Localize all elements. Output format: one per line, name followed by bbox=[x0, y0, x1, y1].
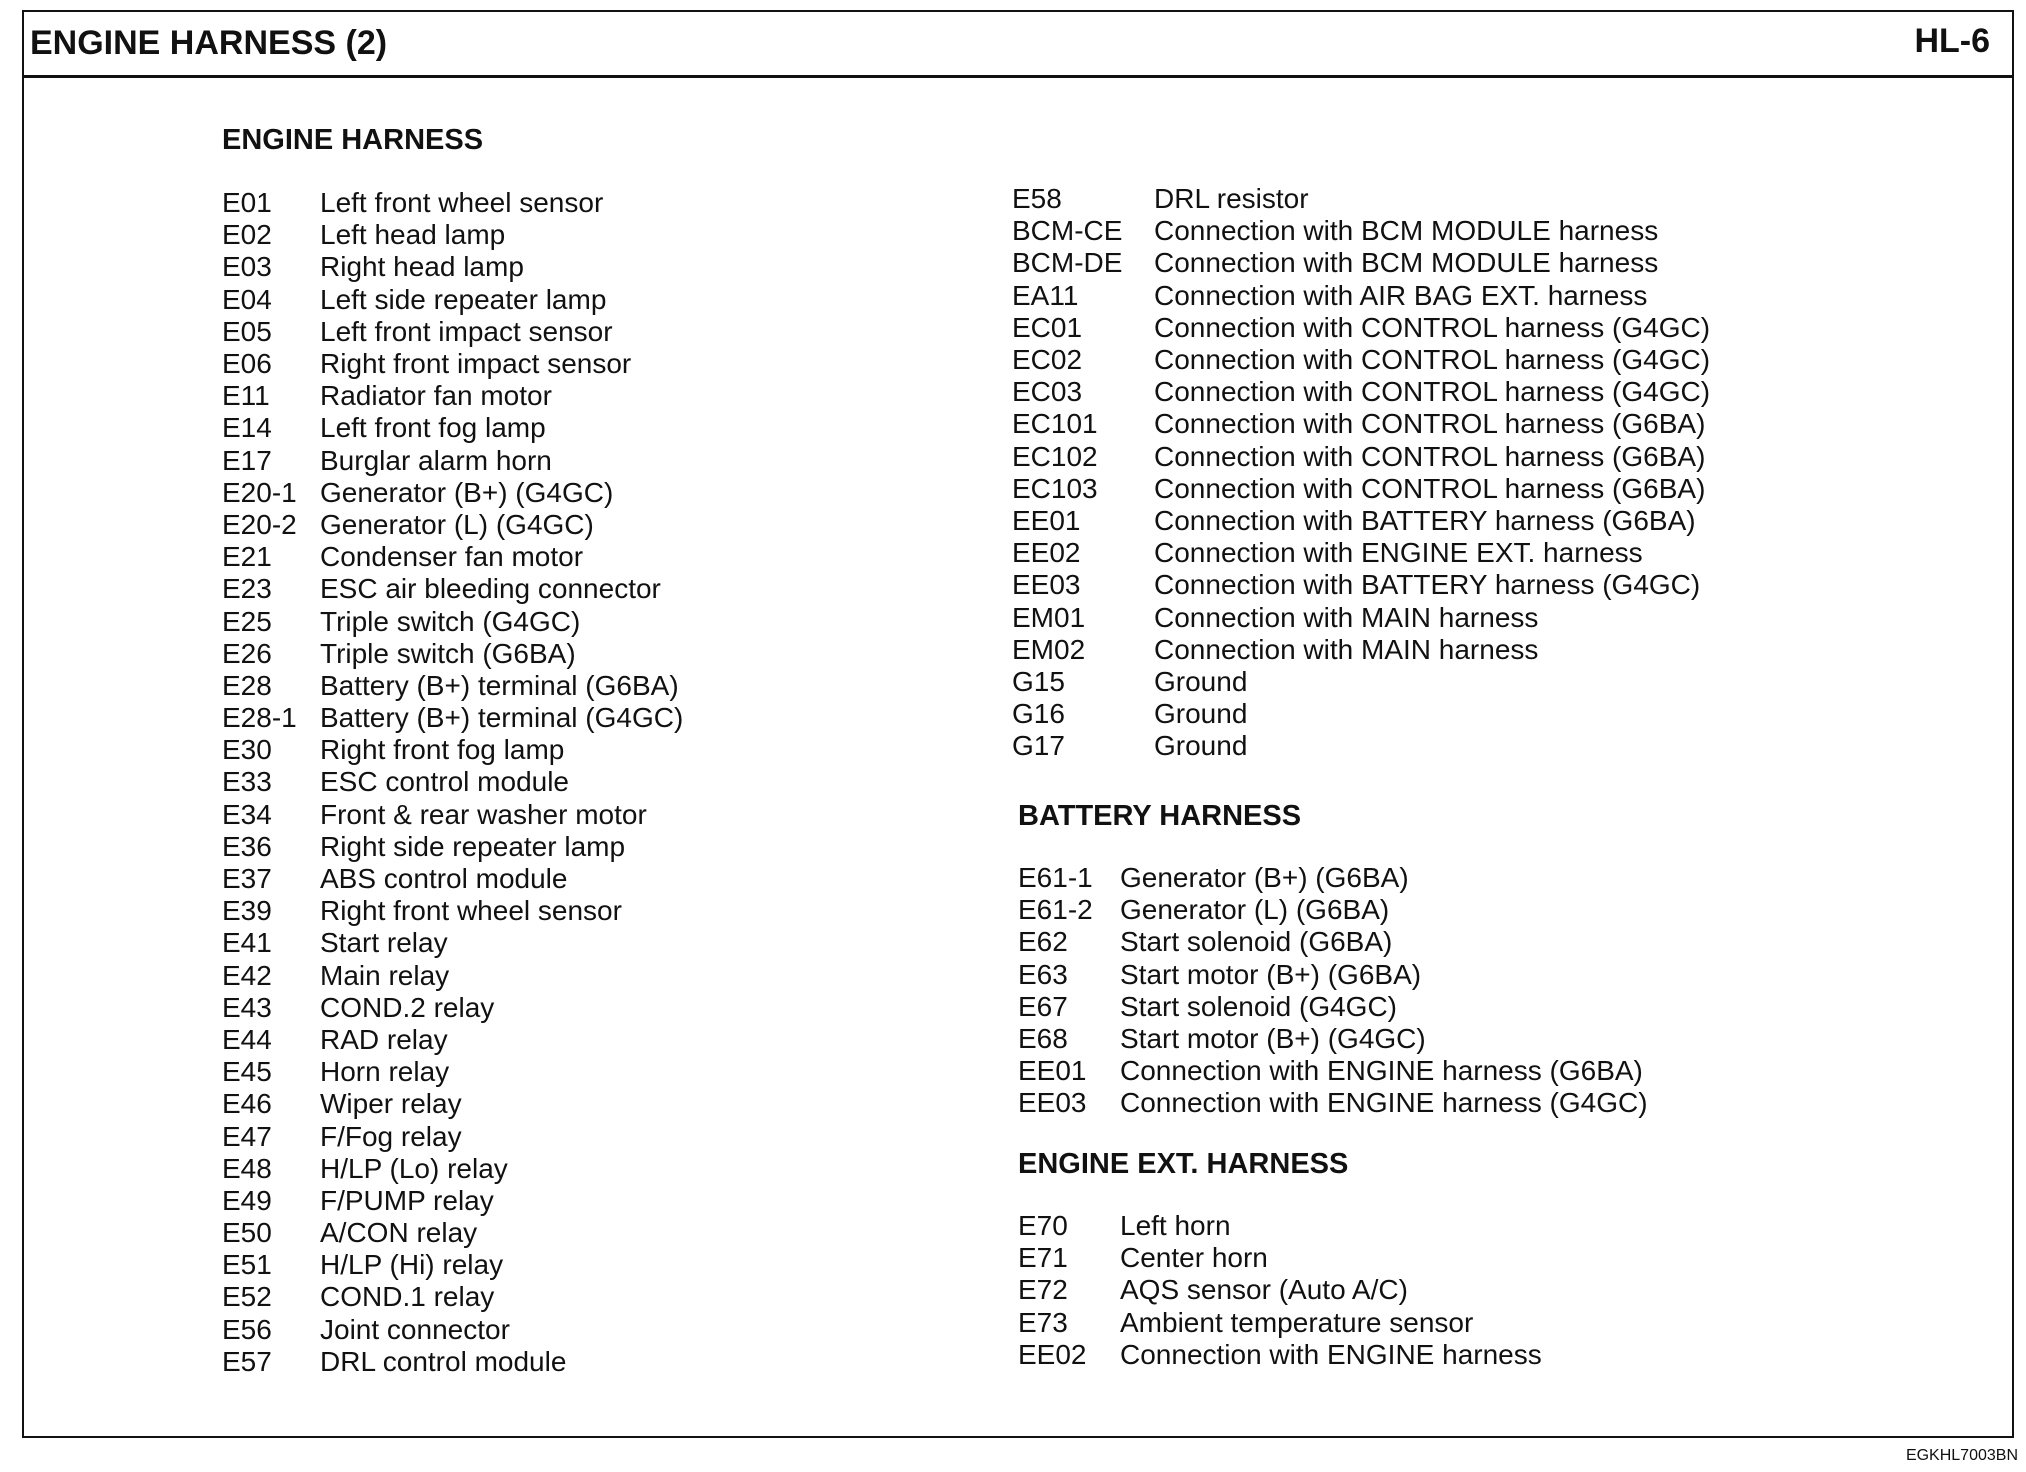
connector-code: E39 bbox=[222, 895, 272, 927]
connector-code: EC103 bbox=[1012, 472, 1098, 504]
connector-description: Connection with CONTROL harness (G4GC) bbox=[1154, 311, 1711, 343]
connector-description: Ground bbox=[1154, 698, 1248, 730]
connector-code: G16 bbox=[1012, 698, 1065, 730]
connector-item bbox=[222, 927, 683, 959]
connector-description: Left horn bbox=[1120, 1210, 1231, 1242]
connector-code: E62 bbox=[1018, 926, 1068, 958]
connector-code: E48 bbox=[222, 1152, 272, 1184]
connector-description: Connection with MAIN harness bbox=[1154, 633, 1539, 665]
connector-item bbox=[222, 509, 683, 541]
connector-description: Battery (B+) terminal (G4GC) bbox=[320, 702, 684, 734]
connector-code: E73 bbox=[1018, 1306, 1068, 1338]
connector-code: E06 bbox=[222, 348, 272, 380]
connector-description: ABS control module bbox=[320, 863, 568, 895]
connector-code: E36 bbox=[222, 830, 272, 862]
connector-item bbox=[222, 573, 683, 605]
connector-description: Connection with AIR BAG EXT. harness bbox=[1154, 279, 1648, 311]
connector-item bbox=[222, 284, 683, 316]
connector-description: Front & rear washer motor bbox=[320, 798, 647, 830]
connector-code: E56 bbox=[222, 1313, 272, 1345]
connector-code: EC101 bbox=[1012, 408, 1098, 440]
connector-code: E50 bbox=[222, 1217, 272, 1249]
connector-description: Connection with ENGINE EXT. harness bbox=[1154, 537, 1643, 569]
page-header bbox=[24, 12, 2012, 78]
connector-description: Wiper relay bbox=[320, 1088, 462, 1120]
connector-item bbox=[1012, 569, 1710, 601]
connector-description: Start relay bbox=[320, 927, 448, 959]
connector-item bbox=[222, 638, 683, 670]
connector-code: EC102 bbox=[1012, 440, 1098, 472]
connector-description: A/CON relay bbox=[320, 1217, 478, 1249]
connector-code: E51 bbox=[222, 1249, 272, 1281]
connector-code: E61-1 bbox=[1018, 862, 1093, 894]
connector-item bbox=[1012, 247, 1710, 279]
connector-item bbox=[1012, 376, 1710, 408]
connector-item bbox=[222, 831, 683, 863]
connector-code: E05 bbox=[222, 315, 272, 347]
connector-item bbox=[222, 187, 683, 219]
connector-description: DRL control module bbox=[320, 1345, 567, 1377]
connector-code: E30 bbox=[222, 734, 272, 766]
connector-description: Main relay bbox=[320, 959, 450, 991]
connector-code: E67 bbox=[1018, 990, 1068, 1022]
connector-description: Condenser fan motor bbox=[320, 541, 584, 573]
connector-description: Connection with CONTROL harness (G4GC) bbox=[1154, 376, 1711, 408]
connector-description: Right head lamp bbox=[320, 251, 524, 283]
connector-item bbox=[222, 477, 683, 509]
connector-code: EE03 bbox=[1018, 1087, 1087, 1119]
connector-item bbox=[222, 251, 683, 283]
connector-description: Generator (B+) (G6BA) bbox=[1120, 862, 1409, 894]
connector-code: EC02 bbox=[1012, 344, 1083, 376]
connector-item bbox=[1018, 862, 1648, 894]
connector-item bbox=[1012, 505, 1710, 537]
connector-description: Start solenoid (G4GC) bbox=[1120, 990, 1397, 1022]
connector-item bbox=[222, 541, 683, 573]
figure-code: EGKHL7003BN bbox=[1905, 1447, 2018, 1464]
connector-description: Start motor (B+) (G6BA) bbox=[1120, 958, 1422, 990]
connector-item bbox=[1018, 959, 1648, 991]
page-number: HL-6 bbox=[1914, 22, 1990, 60]
connector-description: Left front fog lamp bbox=[320, 412, 546, 444]
connector-item bbox=[1012, 441, 1710, 473]
connector-item bbox=[222, 348, 683, 380]
connector-item bbox=[1018, 1242, 1542, 1274]
connector-code: E14 bbox=[222, 412, 272, 444]
connector-code: E44 bbox=[222, 1023, 272, 1055]
connector-description: Joint connector bbox=[320, 1313, 510, 1345]
connector-item bbox=[222, 1314, 683, 1346]
connector-code: G15 bbox=[1012, 665, 1065, 697]
connector-code: E58 bbox=[1012, 183, 1062, 215]
connector-item bbox=[1012, 215, 1710, 247]
connector-item bbox=[222, 605, 683, 637]
connector-code: E17 bbox=[222, 444, 272, 476]
connector-item bbox=[222, 1056, 683, 1088]
connector-code: E42 bbox=[222, 959, 272, 991]
connector-code: E43 bbox=[222, 991, 272, 1023]
connector-description: Right front fog lamp bbox=[320, 734, 565, 766]
connector-description: Connection with BCM MODULE harness bbox=[1154, 247, 1659, 279]
connector-code: E28-1 bbox=[222, 702, 297, 734]
connector-item bbox=[222, 734, 683, 766]
engine-harness-list-right bbox=[1012, 183, 1710, 762]
connector-code: BCM-DE bbox=[1012, 247, 1123, 279]
connector-description: Ground bbox=[1154, 665, 1248, 697]
connector-description: Generator (B+) (G4GC) bbox=[320, 476, 614, 508]
connector-item bbox=[222, 445, 683, 477]
connector-code: EE03 bbox=[1012, 569, 1081, 601]
connector-item bbox=[1012, 634, 1710, 666]
connector-code: E20-2 bbox=[222, 508, 297, 540]
connector-item bbox=[1018, 991, 1648, 1023]
engine-harness-heading: ENGINE HARNESS bbox=[222, 124, 484, 156]
connector-description: Right front wheel sensor bbox=[320, 895, 622, 927]
connector-item bbox=[222, 1024, 683, 1056]
connector-description: ESC air bleeding connector bbox=[320, 573, 661, 605]
connector-item bbox=[1012, 408, 1710, 440]
connector-description: DRL resistor bbox=[1154, 183, 1309, 215]
connector-item bbox=[222, 863, 683, 895]
connector-code: E21 bbox=[222, 541, 272, 573]
connector-code: E57 bbox=[222, 1345, 272, 1377]
connector-code: E45 bbox=[222, 1056, 272, 1088]
connector-item bbox=[1018, 1087, 1648, 1119]
connector-item bbox=[222, 1346, 683, 1378]
connector-description: Burglar alarm horn bbox=[320, 444, 552, 476]
connector-code: G17 bbox=[1012, 730, 1065, 762]
connector-item bbox=[1012, 698, 1710, 730]
connector-item bbox=[1012, 473, 1710, 505]
connector-code: EC03 bbox=[1012, 376, 1083, 408]
connector-description: Horn relay bbox=[320, 1056, 450, 1088]
connector-description: Radiator fan motor bbox=[320, 380, 552, 412]
connector-description: Left front impact sensor bbox=[320, 315, 613, 347]
connector-item bbox=[222, 380, 683, 412]
connector-description: Left side repeater lamp bbox=[320, 283, 607, 315]
connector-code: EA11 bbox=[1012, 279, 1079, 311]
connector-description: Connection with CONTROL harness (G6BA) bbox=[1154, 472, 1706, 504]
connector-description: Connection with ENGINE harness (G4GC) bbox=[1120, 1087, 1648, 1119]
connector-description: Connection with ENGINE harness bbox=[1120, 1338, 1542, 1370]
connector-code: E71 bbox=[1018, 1242, 1068, 1274]
battery-harness-heading: BATTERY HARNESS bbox=[1018, 800, 1302, 832]
connector-description: Start motor (B+) (G4GC) bbox=[1120, 1023, 1426, 1055]
connector-item bbox=[222, 960, 683, 992]
connector-item bbox=[1018, 1307, 1542, 1339]
connector-code: E70 bbox=[1018, 1210, 1068, 1242]
connector-item bbox=[222, 1153, 683, 1185]
connector-description: COND.1 relay bbox=[320, 1281, 495, 1313]
connector-item bbox=[1018, 1023, 1648, 1055]
connector-description: Connection with CONTROL harness (G4GC) bbox=[1154, 344, 1711, 376]
connector-description: F/PUMP relay bbox=[320, 1184, 494, 1216]
connector-description: Connection with CONTROL harness (G6BA) bbox=[1154, 408, 1706, 440]
connector-code: E49 bbox=[222, 1184, 272, 1216]
connector-code: E23 bbox=[222, 573, 272, 605]
connector-description: Connection with BATTERY harness (G4GC) bbox=[1154, 569, 1701, 601]
connector-code: E03 bbox=[222, 251, 272, 283]
connector-description: Generator (L) (G4GC) bbox=[320, 508, 594, 540]
connector-description: Start solenoid (G6BA) bbox=[1120, 926, 1393, 958]
connector-code: E46 bbox=[222, 1088, 272, 1120]
connector-item bbox=[222, 1088, 683, 1120]
connector-description: AQS sensor (Auto A/C) bbox=[1120, 1274, 1408, 1306]
engine-ext-harness-heading: ENGINE EXT. HARNESS bbox=[1018, 1148, 1349, 1180]
connector-code: E01 bbox=[222, 187, 272, 219]
connector-item bbox=[222, 1185, 683, 1217]
connector-item bbox=[1018, 926, 1648, 958]
connector-item bbox=[222, 799, 683, 831]
connector-code: E34 bbox=[222, 798, 272, 830]
connector-item bbox=[222, 316, 683, 348]
connector-code: E02 bbox=[222, 219, 272, 251]
connector-description: Left head lamp bbox=[320, 219, 506, 251]
connector-item bbox=[222, 1120, 683, 1152]
connector-item bbox=[222, 670, 683, 702]
connector-code: EE02 bbox=[1012, 537, 1081, 569]
connector-item bbox=[222, 766, 683, 798]
connector-code: E47 bbox=[222, 1120, 272, 1152]
connector-item bbox=[1018, 1339, 1542, 1371]
connector-item bbox=[222, 412, 683, 444]
connector-item bbox=[1012, 344, 1710, 376]
connector-description: Connection with BCM MODULE harness bbox=[1154, 215, 1659, 247]
connector-description: Ground bbox=[1154, 730, 1248, 762]
connector-item bbox=[1018, 894, 1648, 926]
connector-item bbox=[222, 1281, 683, 1313]
connector-code: EE02 bbox=[1018, 1338, 1087, 1370]
connector-description: Connection with MAIN harness bbox=[1154, 601, 1539, 633]
connector-item bbox=[1012, 537, 1710, 569]
connector-item bbox=[1018, 1274, 1542, 1306]
connector-code: E37 bbox=[222, 863, 272, 895]
engine-harness-list-left bbox=[222, 187, 683, 1378]
battery-harness-list bbox=[1018, 862, 1648, 1120]
connector-item bbox=[1018, 1055, 1648, 1087]
connector-item bbox=[222, 1217, 683, 1249]
connector-code: E28 bbox=[222, 669, 272, 701]
connector-description: Generator (L) (G6BA) bbox=[1120, 894, 1390, 926]
connector-description: Center horn bbox=[1120, 1242, 1268, 1274]
connector-description: Battery (B+) terminal (G6BA) bbox=[320, 669, 679, 701]
connector-code: E68 bbox=[1018, 1023, 1068, 1055]
connector-code: BCM-CE bbox=[1012, 215, 1123, 247]
connector-description: COND.2 relay bbox=[320, 991, 495, 1023]
connector-code: E25 bbox=[222, 605, 272, 637]
connector-item bbox=[1012, 666, 1710, 698]
connector-description: F/Fog relay bbox=[320, 1120, 462, 1152]
connector-description: Connection with ENGINE harness (G6BA) bbox=[1120, 1055, 1643, 1087]
connector-code: E52 bbox=[222, 1281, 272, 1313]
connector-item bbox=[222, 895, 683, 927]
connector-code: EM02 bbox=[1012, 633, 1086, 665]
connector-item bbox=[222, 1249, 683, 1281]
connector-description: ESC control module bbox=[320, 766, 570, 798]
page-title: ENGINE HARNESS (2) bbox=[30, 24, 388, 62]
connector-item bbox=[222, 219, 683, 251]
connector-description: Triple switch (G6BA) bbox=[320, 637, 576, 669]
connector-description: RAD relay bbox=[320, 1023, 448, 1055]
connector-code: EE01 bbox=[1018, 1055, 1087, 1087]
connector-description: H/LP (Lo) relay bbox=[320, 1152, 508, 1184]
connector-code: EM01 bbox=[1012, 601, 1086, 633]
connector-description: Left front wheel sensor bbox=[320, 187, 604, 219]
connector-item bbox=[222, 992, 683, 1024]
connector-item bbox=[1012, 183, 1710, 215]
connector-description: Right side repeater lamp bbox=[320, 830, 626, 862]
connector-code: E04 bbox=[222, 283, 272, 315]
connector-code: EC01 bbox=[1012, 311, 1083, 343]
connector-code: E11 bbox=[222, 380, 270, 412]
engine-ext-harness-list bbox=[1018, 1210, 1542, 1371]
connector-code: E41 bbox=[222, 927, 272, 959]
connector-description: Connection with BATTERY harness (G6BA) bbox=[1154, 504, 1696, 536]
connector-code: E20-1 bbox=[222, 476, 297, 508]
connector-item bbox=[1012, 312, 1710, 344]
connector-code: E26 bbox=[222, 637, 272, 669]
connector-code: EE01 bbox=[1012, 504, 1081, 536]
connector-code: E61-2 bbox=[1018, 894, 1093, 926]
connector-description: Connection with CONTROL harness (G6BA) bbox=[1154, 440, 1706, 472]
connector-description: H/LP (Hi) relay bbox=[320, 1249, 504, 1281]
connector-item bbox=[1018, 1210, 1542, 1242]
connector-description: Right front impact sensor bbox=[320, 348, 632, 380]
connector-code: E72 bbox=[1018, 1274, 1068, 1306]
connector-item bbox=[1012, 601, 1710, 633]
connector-code: E63 bbox=[1018, 958, 1068, 990]
connector-code: E33 bbox=[222, 766, 272, 798]
connector-description: Ambient temperature sensor bbox=[1120, 1306, 1474, 1338]
connector-item bbox=[1012, 280, 1710, 312]
connector-description: Triple switch (G4GC) bbox=[320, 605, 581, 637]
connector-item bbox=[222, 702, 683, 734]
connector-item bbox=[1012, 730, 1710, 762]
